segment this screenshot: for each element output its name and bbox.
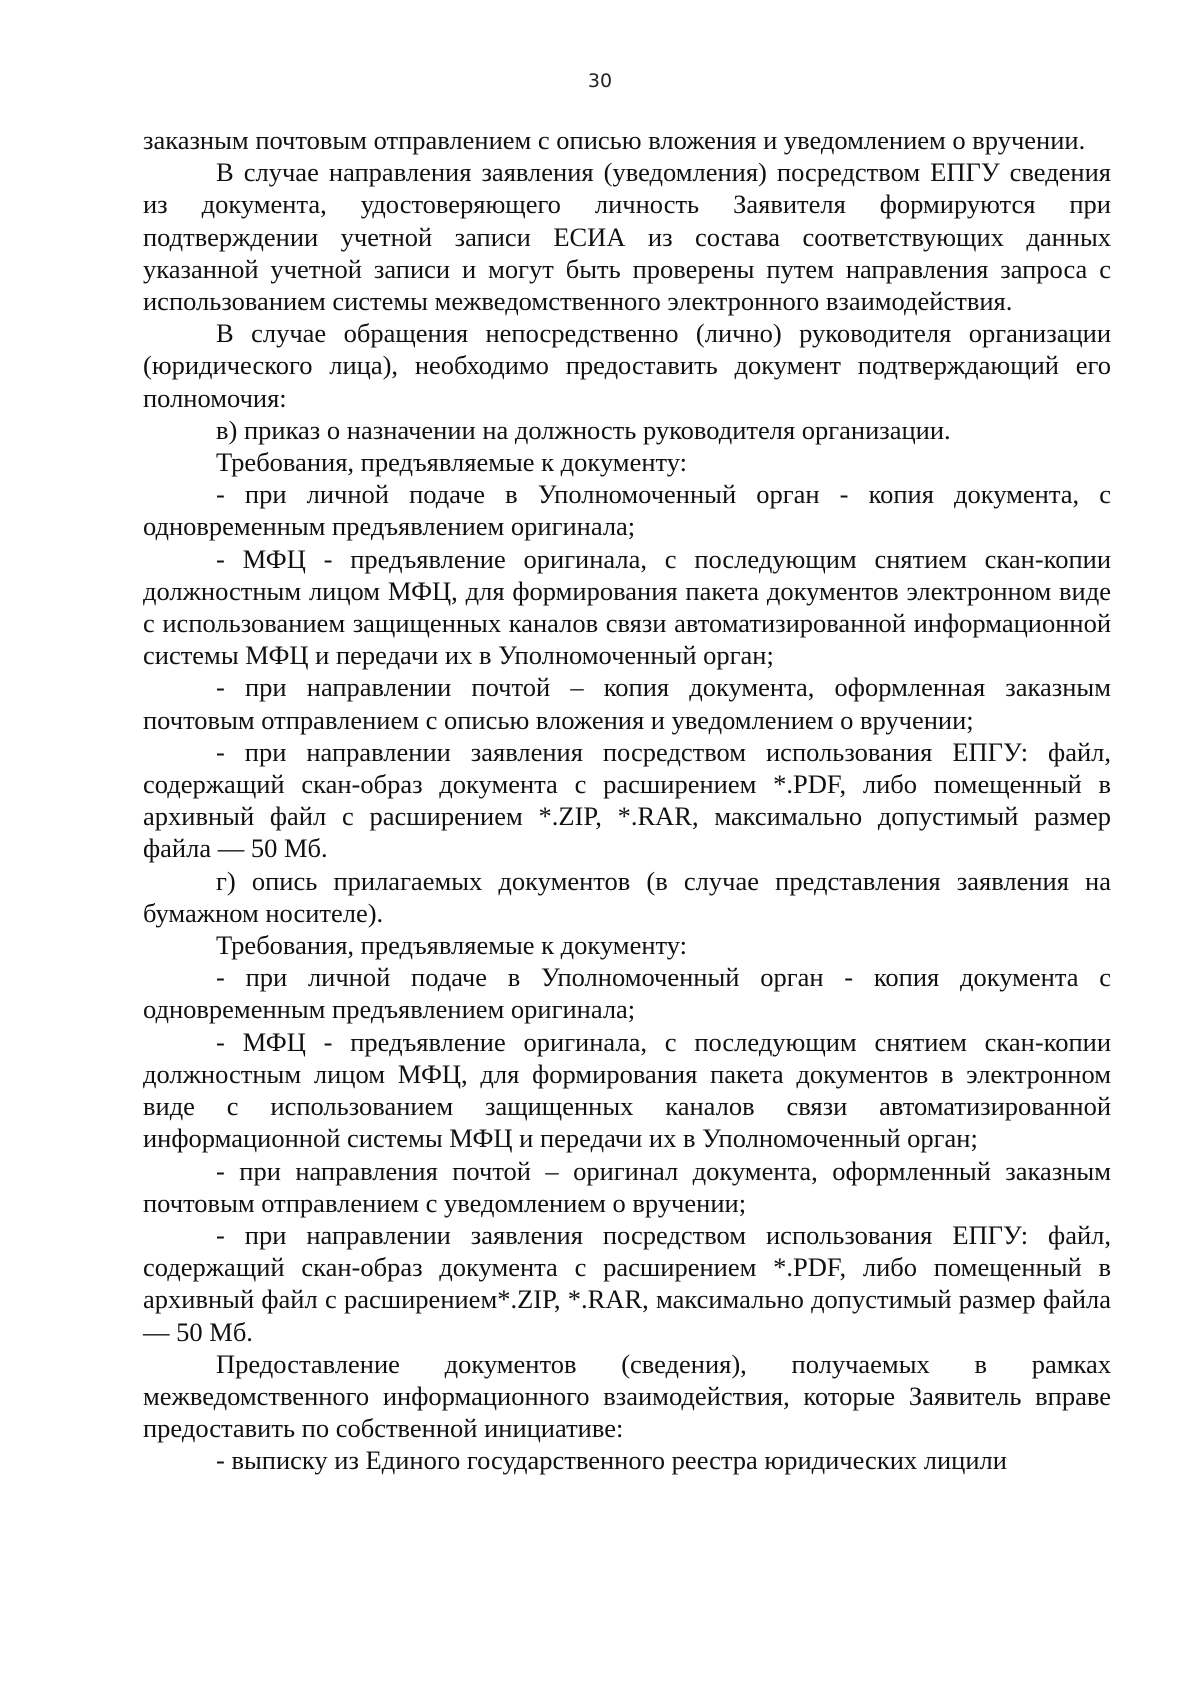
paragraph-requirement-personal: - при личной подаче в Уполномоченный орган - копия документа, с одновременным предъявлением оригинала; [143,479,1111,542]
paragraph-requirement-personal: - при личной подаче в Уполномоченный орган - копия документа с одновременным предъявлением оригинала; [143,962,1111,1025]
page-number: 30 [587,70,613,92]
document-body [143,124,1111,1477]
paragraph-item-g: г) опись прилагаемых документов (в случае представления заявления на бумажном носителе). [143,865,1111,928]
paragraph-requirement-mfc: - МФЦ - предъявление оригинала, с последующим снятием скан-копии должностным лицом МФЦ, для формирования пакета документов в электронном виде с использованием защищенных каналов связи автоматизированной информационной системы МФЦ и передачи их в Уполномоченный орган; [143,1026,1111,1154]
paragraph-epgu-identity: В случае направления заявления (уведомления) посредством ЕПГУ сведения из документа, удостоверяющего личность Заявителя формируются при подтверждении учетной записи ЕСИА из состава соответствующих данных указанной учетной записи и могут быть проверены путем направления запроса с использованием системы межведомственного электронного взаимодействия. [143,157,1111,317]
paragraph-egrul-extract: - выписку из Единого государственного реестра юридических лицили [216,1445,1007,1476]
paragraph-requirement-epgu: - при направлении заявления посредством использования ЕПГУ: файл, содержащий скан-образ документа с расширением *.PDF, либо помещенный в архивный файл с расширением *.ZIP, *.RAR, максимально допустимый размер файла — 50 Мб. [143,736,1111,864]
paragraph-requirement-post: - при направлении почтой – копия документа, оформленная заказным почтовым отправлением с описью вложения и уведомлением о вручении; [143,672,1111,735]
paragraph-requirement-mfc: - МФЦ - предъявление оригинала, с последующим снятием скан-копии должностным лицом МФЦ, для формирования пакета документов электронном виде с использованием защищенных каналов связи автоматизированной информационной системы МФЦ и передачи их в Уполномоченный орган; [143,543,1111,671]
paragraph-director-appeal: В случае обращения непосредственно (лично) руководителя организации (юридического лица), необходимо предоставить документ подтверждающий его полномочия: [143,318,1111,413]
paragraph-requirement-epgu: - при направлении заявления посредством использования ЕПГУ: файл, содержащий скан-образ документа с расширением *.PDF, либо помещенный в архивный файл с расширением*.ZIP, *.RAR, максимально допустимый размер файла — 50 Мб. [143,1219,1111,1347]
paragraph-requirement-post: - при направления почтой – оригинал документа, оформленный заказным почтовым отправлением с уведомлением о вручении; [143,1155,1111,1218]
paragraph-interagency-documents: Предоставление документов (сведения), получаемых в рамках межведомственного информационного взаимодействия, которые Заявитель вправе предоставить по собственной инициативе: [143,1348,1111,1444]
paragraph-continuation: заказным почтовым отправлением с описью вложения и уведомлением о вручении. [143,125,1086,155]
paragraph-requirements-heading: Требования, предъявляемые к документу: [216,930,688,961]
paragraph-item-v: в) приказ о назначении на должность руководителя организации. [216,414,951,445]
paragraph-requirements-heading: Требования, предъявляемые к документу: [216,447,688,478]
